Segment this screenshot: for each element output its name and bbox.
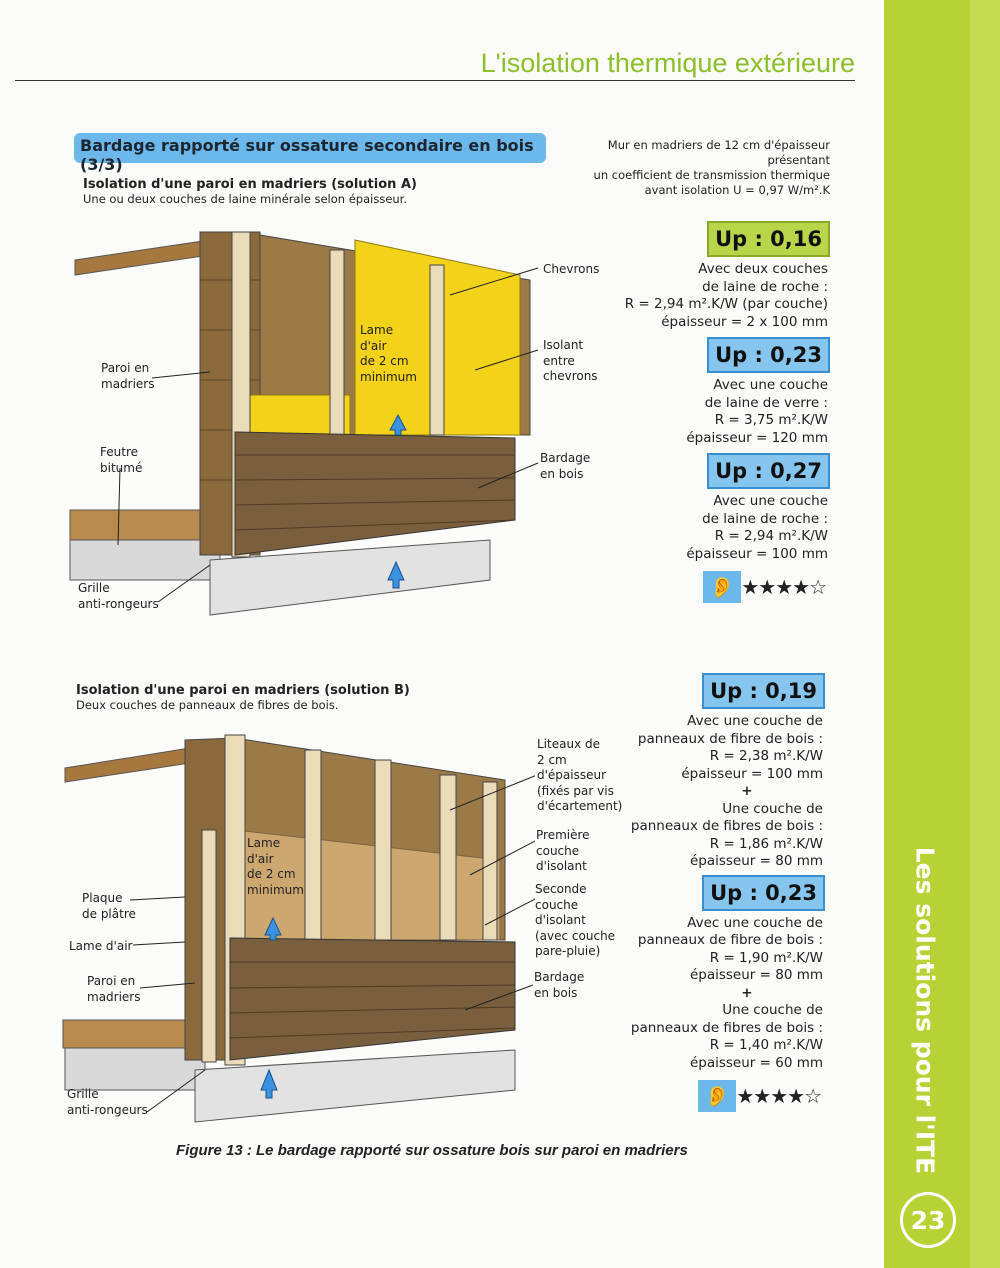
intro-line: un coefficient de transmission thermique	[593, 168, 830, 182]
label-line: Liteaux de	[537, 737, 600, 751]
desc-line: Une couche de	[722, 800, 823, 817]
label-feutre	[100, 445, 142, 476]
up-badge: Up : 0,19	[702, 673, 825, 709]
desc-line: Avec deux couches	[698, 261, 828, 277]
solution-a-subtitle: Une ou deux couches de laine minérale selon épaisseur.	[83, 192, 408, 206]
label-plaque	[82, 891, 136, 922]
label-line: couche	[535, 897, 579, 912]
label-line: bitumé	[100, 460, 143, 475]
label-line: Isolant	[543, 338, 584, 352]
label-line: Bardage	[540, 451, 591, 465]
desc-line: R = 2,94 m².K/W	[714, 528, 828, 544]
label-line: d'isolant	[535, 913, 586, 927]
diagram-solution-a	[60, 220, 540, 620]
desc-line: de laine de roche :	[702, 278, 828, 295]
label-line: pare-pluie)	[535, 944, 601, 958]
intro-line: Mur en madriers de 12 cm d'épaisseur présentant	[607, 138, 830, 167]
label-line: d'air	[360, 338, 387, 353]
desc-line: R = 1,86 m².K/W	[709, 835, 823, 852]
up-badge: Up : 0,23	[702, 875, 825, 911]
desc-line: R = 1,90 m².K/W	[709, 949, 823, 966]
desc-line: R = 2,38 m².K/W	[709, 748, 823, 764]
label-line: en bois	[540, 466, 584, 481]
rating-stars: ★★★★☆	[741, 575, 826, 599]
label-line: anti-rongeurs	[78, 596, 159, 611]
label-line: d'isolant	[536, 859, 587, 873]
solution-b-options	[505, 673, 825, 1112]
desc-line: épaisseur = 80 mm	[689, 967, 823, 983]
label-line: madriers	[101, 376, 155, 391]
section-title: Bardage rapporté sur ossature secondaire en bois (3/3)	[74, 133, 546, 163]
label-paroi-b	[87, 974, 141, 1005]
solution-a-options	[530, 221, 830, 603]
label-line: Paroi en	[101, 361, 150, 375]
label-line: anti-rongeurs	[67, 1102, 148, 1117]
desc-line: Avec une couche	[713, 377, 828, 393]
chapter-title: L'isolation thermique extérieure	[480, 48, 855, 78]
label-line: Grille	[78, 581, 110, 595]
label-line: de 2 cm	[247, 867, 296, 881]
label-grille-a	[78, 581, 159, 612]
label-line: d'air	[247, 851, 274, 866]
label-line: de 2 cm	[360, 354, 409, 368]
up-badge: Up : 0,27	[707, 453, 830, 489]
header-rule	[15, 80, 855, 81]
diagram-solution-b	[55, 730, 535, 1130]
label-line: Plaque	[82, 891, 123, 905]
desc-line: épaisseur = 60 mm	[689, 1054, 823, 1071]
solution-b-title: Isolation d'une paroi en madriers (solution B)	[76, 683, 410, 698]
desc-line: épaisseur = 100 mm	[681, 765, 823, 782]
desc-line: de laine de roche :	[702, 510, 828, 527]
desc-line: épaisseur = 100 mm	[686, 545, 828, 562]
desc-line: +	[741, 783, 753, 799]
option-description	[686, 493, 828, 563]
desc-line: épaisseur = 120 mm	[686, 429, 828, 446]
label-lame-air-a	[360, 323, 417, 385]
label-line: minimum	[360, 369, 417, 384]
desc-line: épaisseur = 2 x 100 mm	[661, 313, 828, 330]
ear-icon: 👂	[703, 571, 741, 603]
label-line: de plâtre	[82, 906, 136, 921]
desc-line: de laine de verre :	[704, 394, 828, 411]
desc-line: R = 2,94 m².K/W (par couche)	[624, 296, 828, 312]
side-band-text: Les solutions pour l'ITE	[910, 846, 940, 1174]
desc-line: panneaux de fibres de bois :	[630, 1019, 823, 1036]
label-line: d'épaisseur	[537, 768, 607, 782]
label-lame-air: Lame d'air	[69, 939, 133, 953]
label-line: Lame	[360, 323, 394, 337]
label-line: Paroi en	[87, 974, 136, 988]
desc-line: R = 1,40 m².K/W	[709, 1037, 823, 1053]
label-line: 2 cm	[537, 752, 567, 767]
page-number: 23	[900, 1192, 956, 1248]
option-description	[625, 261, 828, 331]
label-paroi-a	[101, 361, 155, 392]
label-line: en bois	[534, 985, 578, 1000]
desc-line: +	[741, 984, 753, 1001]
label-line: (fixés par vis	[537, 783, 614, 798]
option-description	[631, 713, 823, 871]
ear-icon: 👂	[698, 1080, 736, 1112]
solution-a-heading	[83, 177, 417, 207]
up-badge: Up : 0,16	[707, 221, 830, 257]
label-line: madriers	[87, 989, 141, 1004]
solution-b-heading	[76, 683, 410, 713]
label-line: Seconde	[535, 882, 587, 896]
label-line: minimum	[247, 882, 304, 897]
desc-line: épaisseur = 80 mm	[689, 853, 823, 869]
label-line: Première	[536, 828, 590, 842]
label-grille-b	[67, 1087, 148, 1118]
option-description	[631, 915, 823, 1073]
desc-line: panneaux de fibre de bois :	[637, 932, 823, 948]
acoustic-rating	[698, 1080, 821, 1112]
figure-caption: Figure 13 : Le bardage rapporté sur ossature bois sur paroi en madriers	[176, 1142, 688, 1159]
label-line: Grille	[67, 1087, 99, 1101]
acoustic-rating	[703, 571, 826, 603]
label-line: chevrons	[543, 369, 598, 383]
label-line: (avec couche	[535, 928, 616, 943]
label-line: entre	[543, 353, 575, 368]
label-line: couche	[536, 843, 580, 858]
rating-stars: ★★★★☆	[736, 1084, 821, 1108]
section-intro	[545, 138, 830, 198]
desc-line: panneaux de fibre de bois :	[637, 730, 823, 747]
solution-a-title: Isolation d'une paroi en madriers (solution A)	[83, 177, 417, 192]
label-lame-air-b	[247, 836, 304, 898]
label-line: Feutre	[100, 445, 138, 459]
label-line: d'écartement)	[537, 799, 623, 813]
label-line: Lame	[247, 836, 281, 850]
desc-line: Avec une couche de	[687, 713, 823, 729]
desc-line: Avec une couche de	[687, 914, 823, 931]
desc-line: Une couche de	[722, 1002, 823, 1018]
desc-line: R = 3,75 m².K/W	[714, 412, 828, 428]
option-description	[686, 377, 828, 447]
desc-line: panneaux de fibres de bois :	[630, 818, 823, 834]
solution-b-subtitle: Deux couches de panneaux de fibres de bois.	[76, 698, 339, 712]
desc-line: Avec une couche	[713, 493, 828, 509]
side-band-label	[870, 840, 980, 1180]
label-chevrons: Chevrons	[543, 262, 600, 276]
label-line: Bardage	[534, 970, 585, 984]
intro-line: avant isolation U = 0,97 W/m².K	[644, 183, 830, 197]
up-badge: Up : 0,23	[707, 337, 830, 373]
